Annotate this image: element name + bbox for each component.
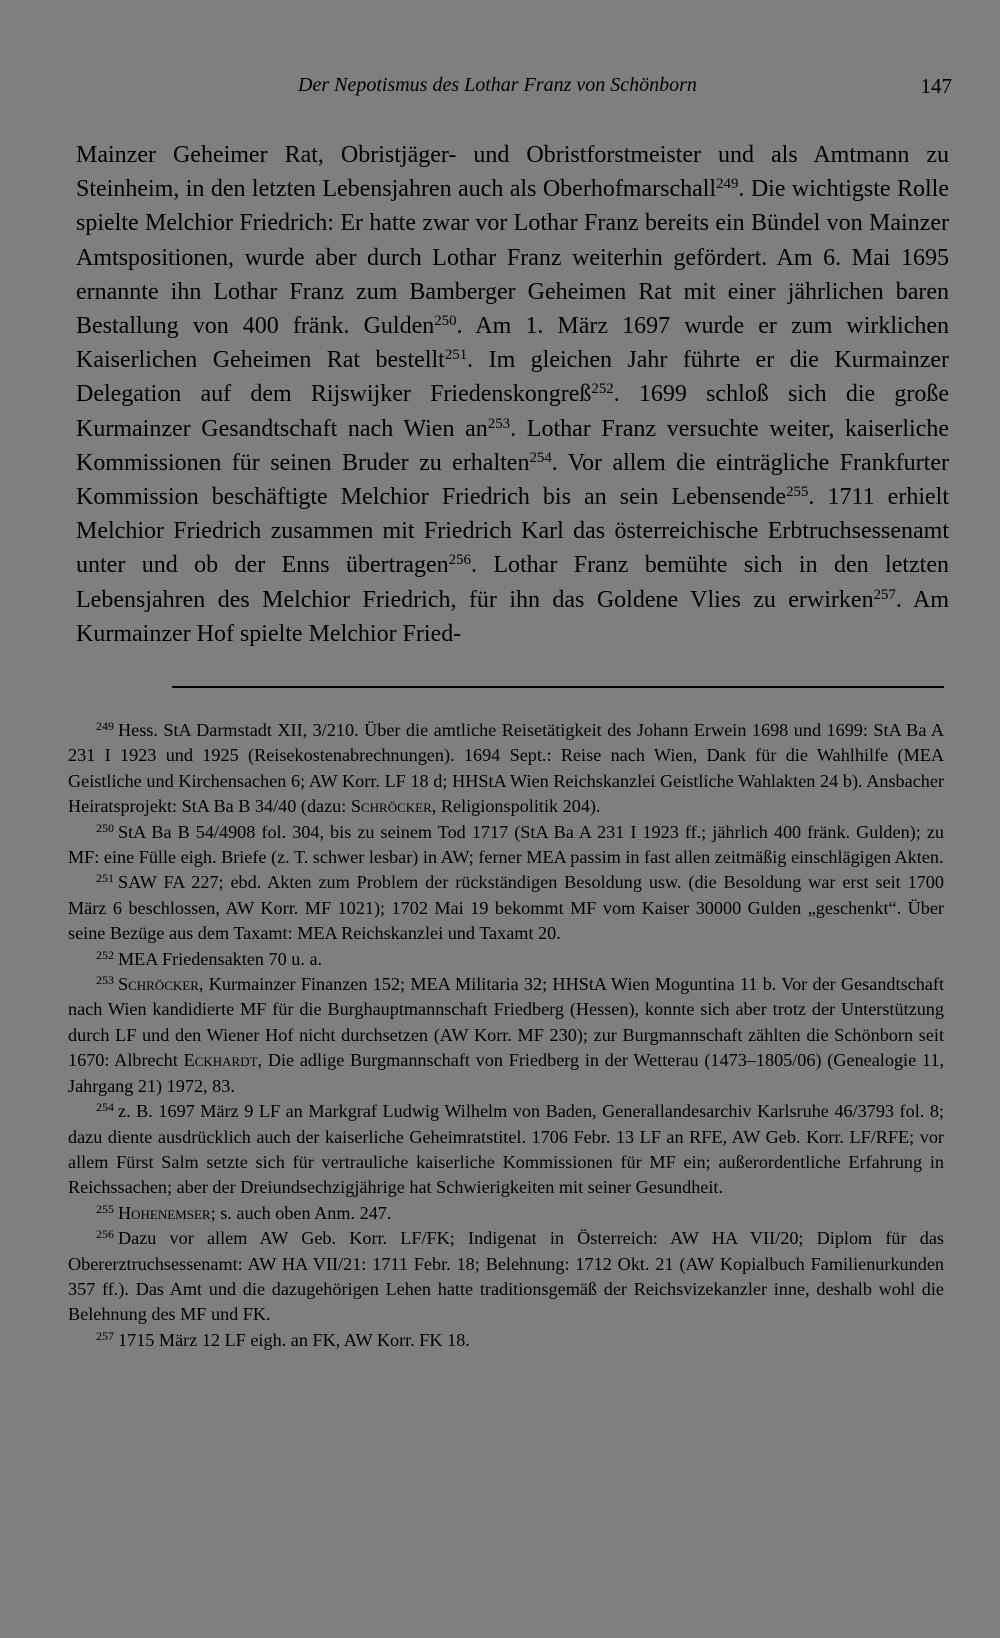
footnote-ref-256: 256 (448, 552, 471, 569)
footnote-ref-257: 257 (873, 586, 896, 603)
body-text-run: . Lothar Franz versuchte weiter, kaiserliche Kommissionen für seinen Bruder zu erhalten (76, 415, 950, 476)
body-text-run: . Am Kurmainzer Hof spielte Melchior Fried- (76, 586, 949, 647)
footnote-text: SAW FA 227; ebd. Akten zum Problem der rückständigen Besoldung usw. (die Besoldung war erst seit 1700 März 6 beschlossen, AW Korr. MF 1021); 1702 Mai 19 bekommt MF vom Kaiser 30000 Gulden „geschenkt“. Über seine Bezüge aus dem Taxamt: MEA Reichskanzlei und Taxamt 20. (68, 872, 944, 944)
body-text-run: Mainzer Geheimer Rat, Obristjäger- und Obristforstmeister und als Amtmann zu Steinheim, in den letzten Lebensjahren auch als Oberhofmarschall (76, 142, 949, 203)
footnote-text: , Kurmainzer Finanzen 152; MEA Militaria 32; HHStA Wien Moguntina 11 b. Vor der Gesandtschaft nach Wien kandidierte MF für die Burghauptmannschaft Friedberg (Hessen), konnte sich aber trotz der Unterstützung durch LF und den Wiener Hof nicht durchsetzen (AW Korr. MF 230); zur Burgmannschaft zählten die Schönborn seit 1670: Albrecht (68, 974, 944, 1071)
footnote-ref-254: 254 (529, 449, 552, 466)
footnote-257 (68, 1328, 944, 1353)
footnote-number: 251 (96, 871, 114, 886)
footnote-ref-251: 251 (444, 347, 468, 364)
main-paragraph (76, 138, 949, 651)
footnote-number: 257 (96, 1328, 114, 1343)
footnote-number: 256 (96, 1227, 114, 1242)
footnote-ref-249: 249 (716, 176, 739, 193)
running-head (76, 74, 952, 106)
footnote-number: 252 (96, 947, 114, 962)
body-text-run: . 1711 erhielt Melchior Friedrich zusammen mit Friedrich Karl das österreichische Erbtruchsessenamt unter und ob der Enns übertragen (76, 484, 949, 579)
body-text-run: . 1699 schloß sich die große Kurmainzer Gesandtschaft nach Wien an (76, 381, 949, 442)
footnote-text: z. B. 1697 März 9 LF an Markgraf Ludwig Wilhelm von Baden, Generallandesarchiv Karlsruhe 46/3793 fol. 8; dazu diente ausdrücklich auch der kaiserliche Geheimratstitel. 1706 Febr. 13 LF an RFE, AW Geb. Korr. LF/RFE; vor allem Fürst Salm setzte sich für vertrauliche kaiserliche Kommissionen für MF ein; außerordentliche Erfahrung in Reichssachen; aber der Dreiundsechzigjährige hat Schwierigkeiten mit seiner Gesundheit. (68, 1101, 944, 1198)
page-number: 147 (920, 74, 952, 98)
author-name: Schröcker (118, 974, 199, 995)
author-name: Schröcker (350, 796, 432, 817)
footnote-text: MEA Friedensakten 70 u. a. (118, 948, 323, 969)
footnote-text: StA Ba B 54/4908 fol. 304, bis zu seinem Tod 1717 (StA Ba A 231 I 1923 ff.; jährlich 400 fränk. Gulden); zu MF: eine Fülle eigh. Briefe (z. T. schwer lesbar) in AW; ferner MEA passim in fast allen zeitmäßig einschlägigen Akten. (68, 821, 944, 868)
footnote-256 (68, 1226, 944, 1328)
body-text-run: . Vor allem die einträgliche Frankfurter Kommission beschäftigte Melchior Friedrich bis an sein Lebensende (76, 449, 949, 511)
footnote-text: ; s. auch oben Anm. 247. (210, 1202, 392, 1223)
footnote-text: , Religionspolitik 204). (431, 796, 601, 817)
footnote-text: 1715 März 12 LF eigh. an FK, AW Korr. FK 18. (118, 1329, 470, 1350)
running-title: Der Nepotismus des Lothar Franz von Schönborn (298, 74, 697, 96)
body-text-run: . Lothar Franz bemühte sich in den letzten Lebensjahren des Melchior Friedrich, für ihn das Goldene Vlies zu erwirken (76, 552, 949, 613)
footnote-number: 249 (96, 719, 114, 733)
footnote-252 (68, 947, 944, 972)
footnote-text: Hess. StA Darmstadt XII, 3/210. Über die amtliche Reisetätigkeit des Johann Erwein 1698 und 1699: StA Ba A 231 I 1923 und 1925 (Reisekostenabrechnungen). 1694 Sept.: Reise nach Wien, Dank für die Wahlhilfe (MEA Geistliche und Kirchensachen 6; AW Korr. LF 18 d; HHStA Wien Reichskanzlei Geistliche Wahlakten 24 b). Ansbacher Heiratsprojekt: StA Ba B 34/40 (dazu: (68, 720, 944, 817)
author-name: Eckhardt (183, 1050, 258, 1071)
footnote-250 (68, 820, 944, 871)
footnote-number: 250 (96, 820, 114, 835)
footnote-ref-253: 253 (487, 415, 511, 432)
footnote-ref-250: 250 (434, 312, 457, 329)
footnote-text: , Die adlige Burgmannschaft von Friedberg in der Wetterau (1473–1805/06) (Genealogie 11, Jahrgang 21) 1972, 83. (68, 1050, 944, 1096)
footnote-255 (68, 1201, 944, 1226)
body-text-run: . Im gleichen Jahr führte er die Kurmainzer Delegation auf dem Rijswijker Friedenskongreß (76, 347, 949, 408)
footnote-number: 253 (96, 973, 114, 988)
footnotes (68, 718, 944, 1353)
footnote-251 (68, 870, 944, 946)
footnote-253 (68, 972, 944, 1099)
footnote-ref-255: 255 (786, 483, 809, 500)
footnote-number: 254 (96, 1100, 114, 1115)
footnote-ref-252: 252 (591, 381, 614, 398)
footnote-separator (172, 686, 944, 688)
footnote-254 (68, 1099, 944, 1201)
footnote-text: Dazu vor allem AW Geb. Korr. LF/FK; Indigenat in Österreich: AW HA VII/20; Diplom für das Obererztruchsessenamt: AW HA VII/21: 1711 Febr. 18; Belehnung: 1712 Okt. 21 (AW Kopialbuch Familienurkunden 357 ff.). Das Amt und die dazugehörigen Lehen hatte traditionsgemäß der Reichsvizekanzler inne, deshalb wohl die Belehnung des MF und FK. (68, 1228, 944, 1325)
footnote-number: 255 (96, 1201, 114, 1216)
body-text-run: . Die wichtigste Rolle spielte Melchior Friedrich: Er hatte zwar vor Lothar Franz bereits ein Bündel von Mainzer Amtspositionen, wurde aber durch Lothar Franz weiterhin gefördert. Am 6. Mai 1695 ernannte ihn Lothar Franz zum Bamberger Geheimen Rat mit einer jährlichen baren Bestallung von 400 fränk. Gulden (76, 176, 950, 340)
body-text-run: . Am 1. März 1697 wurde er zum wirklichen Kaiserlichen Geheimen Rat bestellt (76, 313, 949, 374)
footnote-249 (68, 718, 944, 820)
author-name: Hohenemser (118, 1202, 211, 1223)
